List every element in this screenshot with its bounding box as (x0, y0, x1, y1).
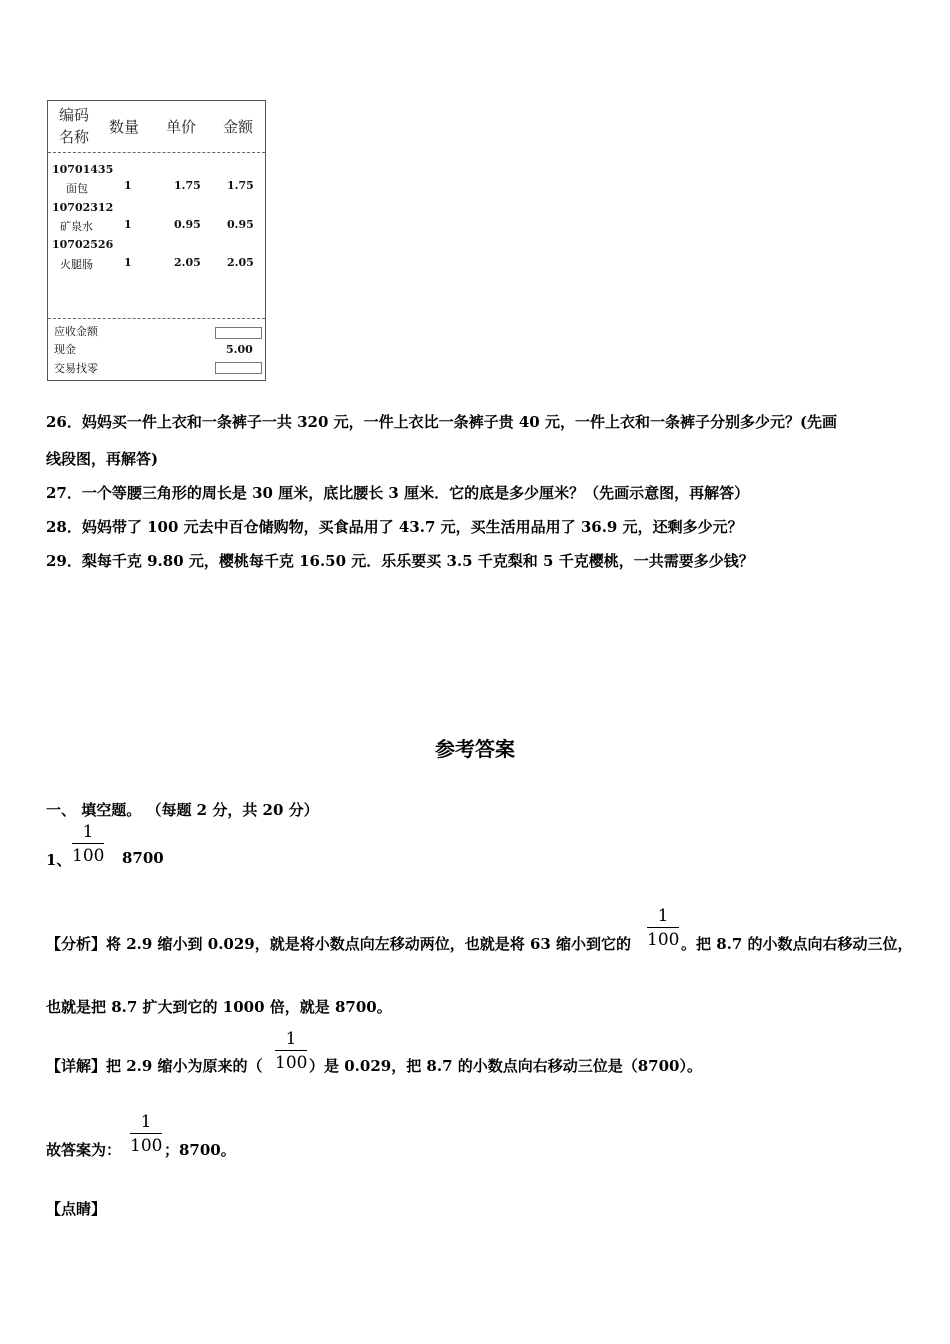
item-name: 面包 (66, 182, 88, 195)
header-amount: 金额 (223, 118, 254, 136)
item-qty: 1 (124, 179, 132, 192)
fraction-bar (72, 843, 104, 844)
fraction (275, 1029, 307, 1073)
answer-1-label: 1、 (46, 851, 72, 869)
item-name: 矿泉水 (60, 220, 93, 233)
header-name: 名称 (59, 128, 90, 146)
item-qty: 1 (124, 218, 132, 231)
fraction-bar (130, 1133, 162, 1134)
answers-title: 参考答案 (435, 737, 515, 761)
fraction-denominator: 100 (647, 930, 680, 950)
question-28: 28．妈妈带了 100 元去中百仓储购物，买食品用了 43.7 元，买生活用品用了 36.9 元，还剩多少元？ (46, 518, 743, 536)
change-label: 交易找零 (54, 362, 98, 375)
fraction-numerator: 1 (657, 906, 669, 926)
fraction-denominator: 100 (275, 1053, 308, 1073)
question-27: 27．一个等腰三角形的周长是 30 厘米，底比腰长 3 厘米．它的底是多少厘米？（先画示意图，再解答） (46, 484, 750, 502)
question-26-line2: 线段图，再解答) (46, 450, 159, 468)
header-qty: 数量 (109, 118, 140, 136)
answer-1-value: 8700 (122, 849, 164, 867)
fraction-denominator: 100 (72, 846, 105, 866)
receivable-label: 应收金额 (54, 325, 98, 338)
analysis-line2: 也就是把 8.7 扩大到它的 1000 倍，就是 8700。 (46, 998, 392, 1016)
item-amount: 2.05 (227, 256, 254, 269)
section-heading: 一、 填空题。 （每题 2 分，共 20 分） (46, 801, 319, 819)
fraction (72, 822, 104, 866)
item-code: 10702312 (52, 201, 114, 214)
analysis-text-b: 。把 8.7 的小数点向右移动三位， (681, 935, 913, 953)
divider (48, 152, 265, 153)
divider (48, 318, 265, 319)
item-price: 2.05 (174, 256, 201, 269)
item-code: 10702526 (52, 238, 114, 251)
fraction (647, 906, 679, 950)
question-29: 29．梨每千克 9.80 元，樱桃每千克 16.50 元．乐乐要买 3.5 千克梨和 5 千克樱桃，一共需要多少钱？ (46, 552, 754, 570)
header-price: 单价 (166, 118, 197, 136)
fraction (130, 1112, 162, 1156)
fraction-bar (275, 1050, 307, 1051)
final-answer-a: 故答案为： (46, 1141, 122, 1159)
item-amount: 1.75 (227, 179, 254, 192)
header-code: 编码 (59, 106, 90, 124)
detail-text-a: 【详解】把 2.9 缩小为原来的（ (46, 1057, 263, 1075)
fraction-numerator: 1 (82, 822, 94, 842)
fraction-denominator: 100 (130, 1136, 163, 1156)
item-qty: 1 (124, 256, 132, 269)
item-code: 10701435 (52, 163, 114, 176)
comment-heading: 【点睛】 (46, 1200, 107, 1218)
change-box (215, 362, 262, 374)
fraction-numerator: 1 (140, 1112, 152, 1132)
final-answer-b: ；8700。 (164, 1141, 236, 1159)
question-26-line1: 26．妈妈买一件上衣和一条裤子一共 320 元，一件上衣比一条裤子贵 40 元，一件上衣和一条裤子分别多少元？(先画 (46, 413, 838, 431)
receivable-box (215, 327, 262, 339)
item-name: 火腿肠 (60, 258, 93, 271)
item-price: 0.95 (174, 218, 201, 231)
detail-text-b: ）是 0.029，把 8.7 的小数点向右移动三位是（8700）。 (309, 1057, 702, 1075)
analysis-text-a: 【分析】将 2.9 缩小到 0.029，就是将小数点向左移动两位，也就是将 63 缩小到它的 (46, 935, 632, 953)
fraction-numerator: 1 (285, 1029, 297, 1049)
item-amount: 0.95 (227, 218, 254, 231)
fraction-bar (647, 927, 679, 928)
cash-label: 现金 (54, 343, 76, 356)
item-price: 1.75 (174, 179, 201, 192)
receipt (47, 100, 266, 381)
cash-value: 5.00 (226, 343, 253, 356)
